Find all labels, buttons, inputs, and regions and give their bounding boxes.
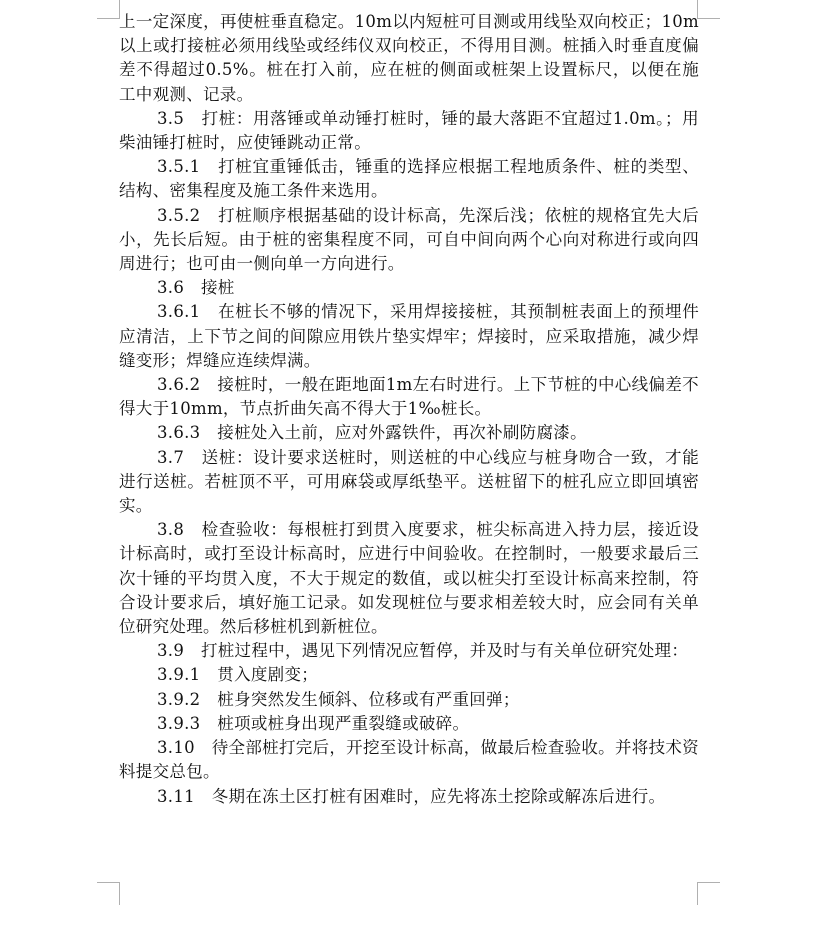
list-item: 3.9.2 桩身突然发生倾斜、位移或有严重回弹； [157, 689, 520, 709]
margin-corner-mark [697, 0, 720, 19]
paragraph: 3.6.3 接桩处入土前，应对外露铁件，再次补刷防腐漆。 [157, 423, 587, 443]
paragraph: 3.11 冬期在冻土区打桩有困难时，应先将冻土挖除或解冻后进行。 [157, 786, 666, 806]
list-item: 3.9.3 桩项或桩身出现严重裂缝或破碎。 [157, 713, 470, 733]
document-body[interactable] [119, 10, 699, 809]
paragraph: 3.5.1 打桩宜重锤低击，锤重的选择应根据工程地质条件、桩的类型、结构、密集程度及施工条件来选用。 [119, 157, 699, 201]
margin-corner-mark [97, 0, 120, 19]
section-heading: 3.6 接桩 [157, 278, 235, 298]
margin-corner-mark [697, 882, 720, 905]
paragraph: 3.6.2 接桩时，一般在距地面1m左右时进行。上下节桩的中心线偏差不得大于10mm，节点折曲矢高不得大于1‰桩长。 [119, 375, 699, 419]
paragraph: 3.8 检查验收：每根桩打到贯入度要求，桩尖标高进入持力层，接近设计标高时，或打至设计标高时，应进行中间验收。在控制时，一般要求最后三次十锤的平均贯入度，不大于规定的数值，或以桩尖打至设计标高来控制，符合设计要求后，填好施工记录。如发现桩位与要求相差较大时，应会同有关单位研究处理。然后移桩机到新桩位。 [119, 520, 699, 637]
paragraph: 3.9 打桩过程中，遇见下列情况应暂停，并及时与有关单位研究处理： [157, 641, 689, 661]
paragraph: 3.5.2 打桩顺序根据基础的设计标高，先深后浅；依桩的规格宜先大后小，先长后短。由于桩的密集程度不同，可自中间向两个心向对称进行或向四周进行；也可由一侧向单一方向进行。 [119, 205, 699, 274]
paragraph: 3.10 待全部桩打完后，开挖至设计标高，做最后检查验收。并将技术资料提交总包。 [119, 738, 699, 782]
list-item: 3.9.1 贯入度剧变； [157, 665, 319, 685]
margin-corner-mark [97, 882, 120, 905]
paragraph: 3.6.1 在桩长不够的情况下，采用焊接接桩，其预制桩表面上的预埋件应清洁，上下节之间的间隙应用铁片垫实焊牢；焊接时，应采取措施，减少焊缝变形；焊缝应连续焊满。 [119, 302, 699, 370]
paragraph: 3.7 送桩：设计要求送桩时，则送桩的中心线应与桩身吻合一致，才能进行送桩。若桩顶不平，可用麻袋或厚纸垫平。送桩留下的桩孔应立即回填密实。 [119, 447, 699, 516]
paragraph: 3.5 打桩：用落锤或单动锤打桩时，锤的最大落距不宜超过1.0m。；用柴油锤打桩时，应使锤跳动正常。 [119, 108, 699, 153]
paragraph: 上一定深度，再使桩垂直稳定。10m以内短桩可目测或用线坠双向校正；10m以上或打接桩必须用线坠或经纬仪双向校正，不得用目测。桩插入时垂直度偏差不得超过0.5%。桩在打入前，应在桩的侧面或桩架上设置标尺，以便在施工中观测、记录。 [119, 12, 699, 104]
